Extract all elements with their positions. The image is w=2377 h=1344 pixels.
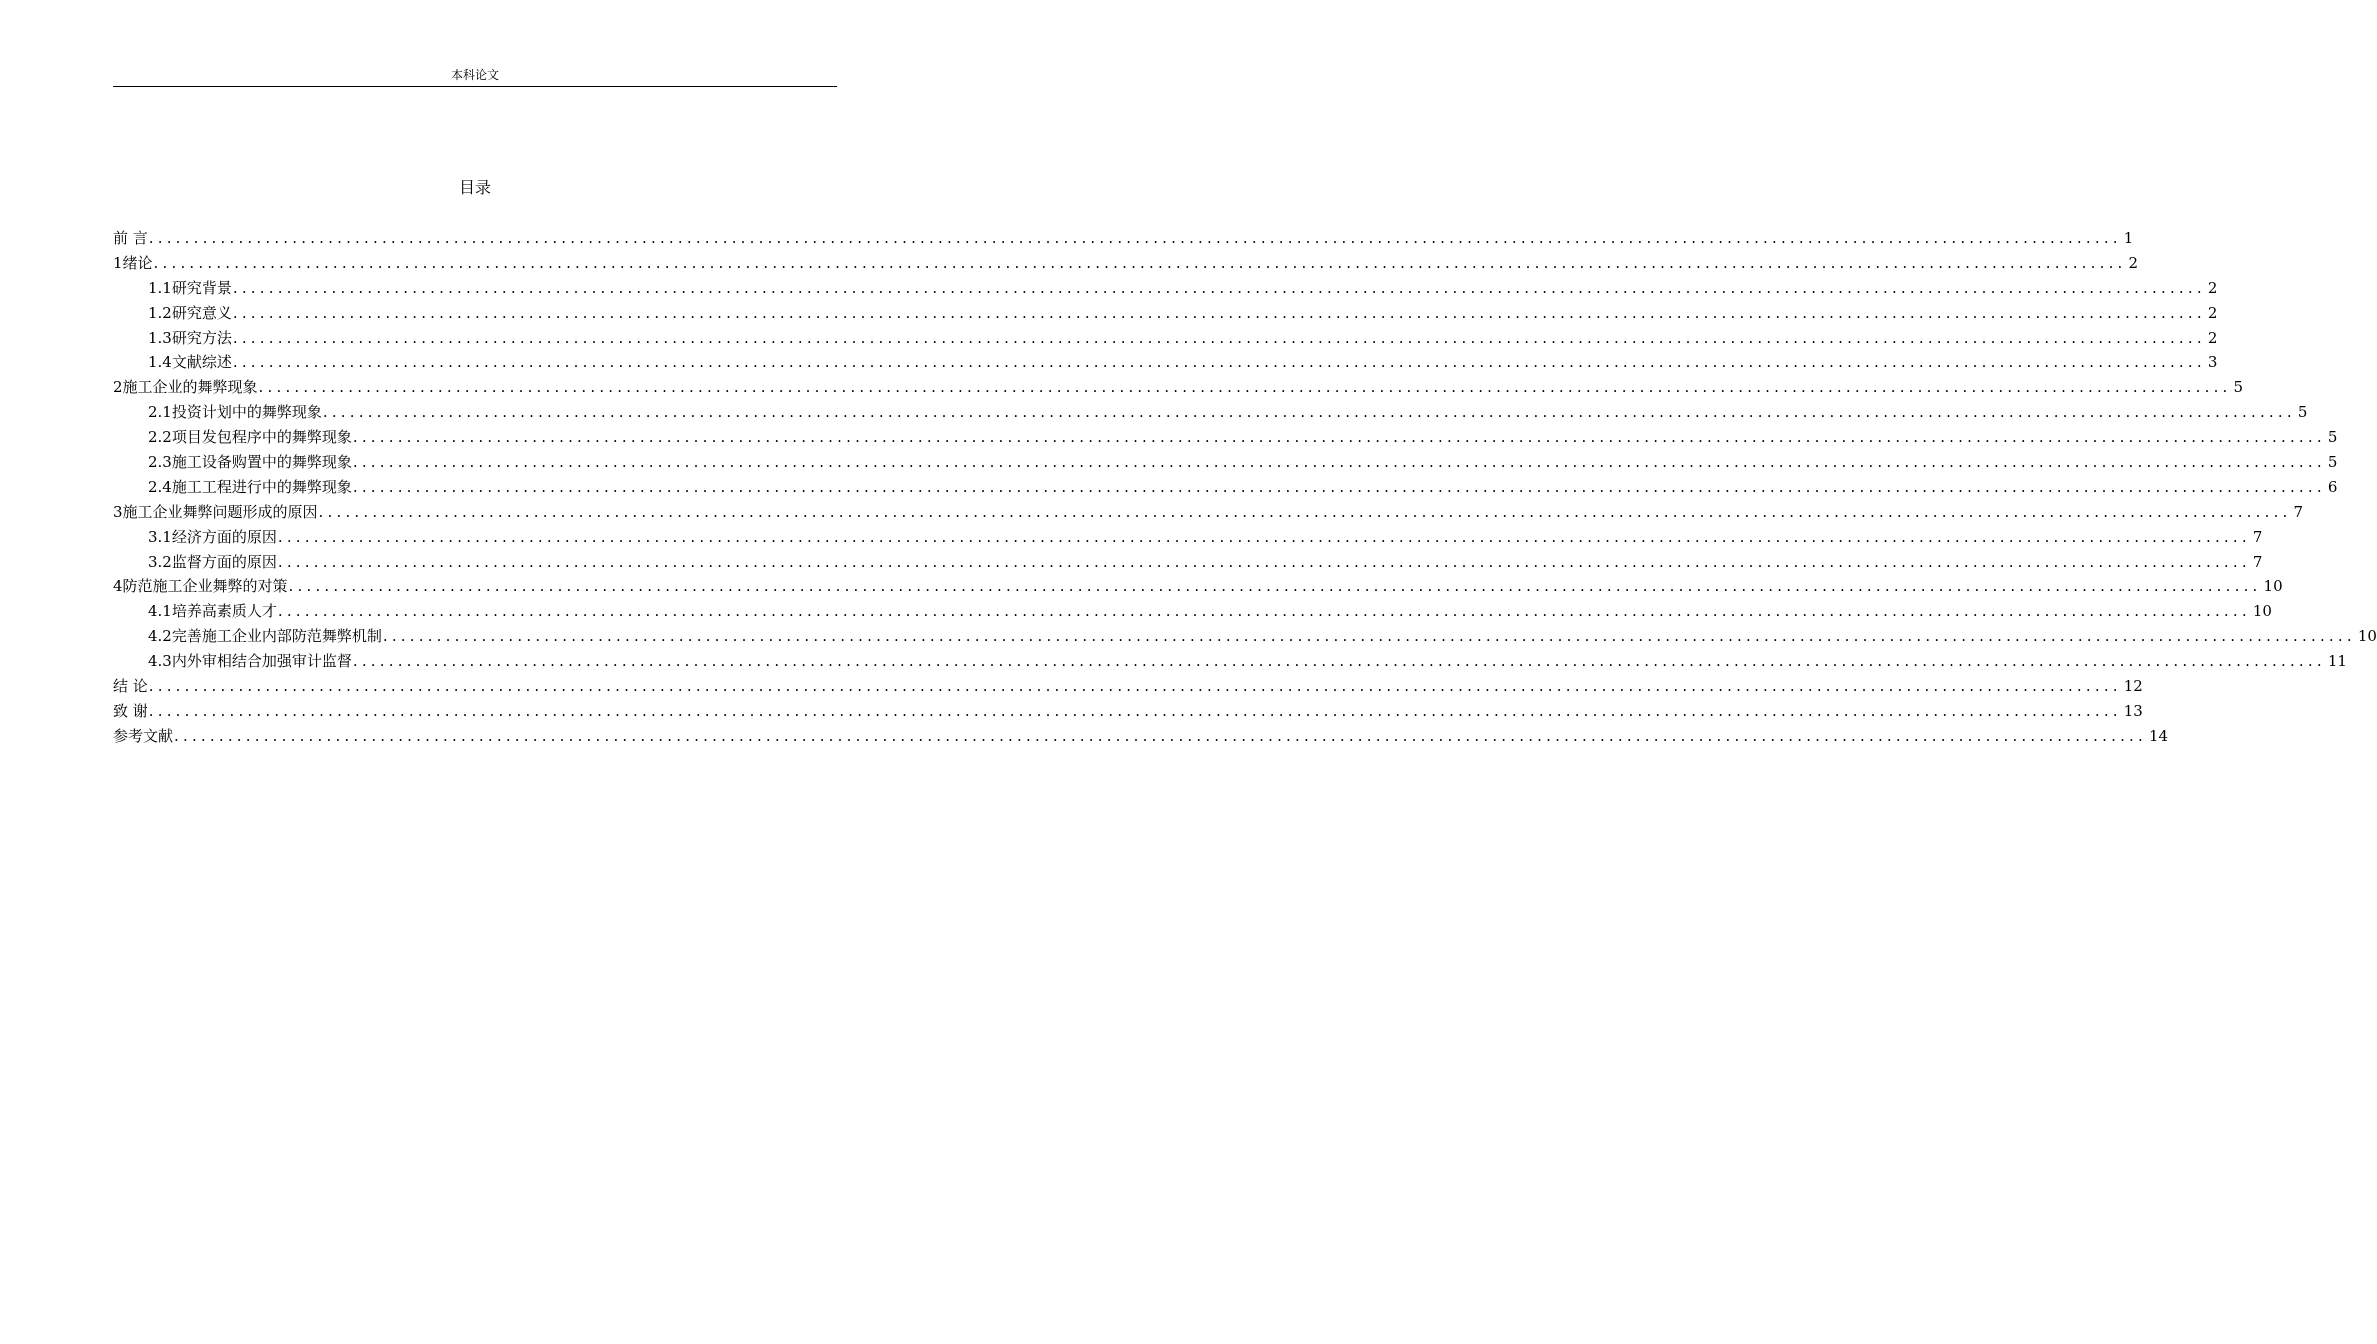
toc-entry-label: 4.3内外审相结合加强审计监督 [148,652,352,671]
toc-dot-leader: ............................................................................................................................................................................................................................ [352,428,2326,447]
toc-entry[interactable] [113,326,2218,351]
toc-dot-leader: ............................................................................................................................................................................................................................ [277,602,2251,621]
toc-entry[interactable] [113,599,2272,624]
toc-dot-leader: ............................................................................................................................................................................................................................ [288,577,2262,596]
toc-entry-page-number: 1 [2123,229,2134,247]
toc-dot-leader: ............................................................................................................................................................................................................................ [232,278,2206,297]
toc-entry-label: 2.1投资计划中的舞弊现象 [148,403,322,422]
toc-dot-leader: ............................................................................................................................................................................................................................ [382,627,2356,646]
toc-dot-leader: ............................................................................................................................................................................................................................ [153,253,2127,272]
toc-entry-label: 前 言 [113,229,148,247]
running-title: 本科论文 [450,68,499,82]
toc-entry[interactable] [113,425,2338,450]
toc-dot-leader: ............................................................................................................................................................................................................................ [258,378,2232,397]
toc-entry-page-number: 14 [2149,726,2169,745]
toc-entry-page-number: 2 [2207,303,2218,322]
toc-entry-label: 结 论 [113,677,148,696]
toc-entry[interactable] [113,550,2263,575]
toc-entry-label: 1绪论 [113,253,153,272]
toc-dot-leader: ............................................................................................................................................................................................................................ [148,701,2122,720]
toc-entry[interactable] [113,400,2308,425]
toc-entry[interactable] [113,350,2218,375]
toc-entry-label: 2.3施工设备购置中的舞弊现象 [148,453,352,472]
toc-entry[interactable] [113,649,2347,674]
toc-entry-page-number: 5 [2327,453,2338,472]
toc-dot-leader: ............................................................................................................................................................................................................................ [318,502,2292,521]
toc-entry[interactable] [113,475,2338,500]
toc-dot-leader: ............................................................................................................................................................................................................................ [277,552,2251,571]
toc-entry-label: 致 谢 [113,701,148,720]
toc-entry[interactable] [113,500,2304,525]
toc-entry-page-number: 7 [2293,502,2304,521]
toc-entry[interactable] [113,525,2263,550]
toc-entry[interactable] [113,301,2218,326]
toc-dot-leader: ............................................................................................................................................................................................................................ [352,652,2326,671]
toc-entry-label: 4.1培养高素质人才 [148,602,277,621]
toc-entry-label: 3.2监督方面的原因 [148,552,277,571]
toc-dot-leader: ............................................................................................................................................................................................................................ [232,303,2206,322]
toc-entry[interactable] [113,375,2244,400]
toc-entry-label: 2.4施工工程进行中的舞弊现象 [148,477,352,496]
toc-dot-leader: ............................................................................................................................................................................................................................ [148,229,2122,247]
toc-entry-label: 1.4文献综述 [148,353,232,372]
toc-dot-leader: ............................................................................................................................................................................................................................ [322,403,2296,422]
toc-entry-label: 4.2完善施工企业内部防范舞弊机制 [148,627,382,646]
toc-title: 目录 [458,178,491,197]
toc-dot-leader: ............................................................................................................................................................................................................................ [352,453,2326,472]
toc-dot-leader: ............................................................................................................................................................................................................................ [148,677,2122,696]
toc-entry[interactable] [113,251,2139,276]
toc-entry[interactable] [113,226,2134,251]
toc-dot-leader: ............................................................................................................................................................................................................................ [277,527,2251,546]
toc-entry-label: 2.2项目发包程序中的舞弊现象 [148,428,352,447]
toc-entry-label: 1.1研究背景 [148,278,232,297]
toc-entry[interactable] [113,724,2169,749]
toc-entry-page-number: 10 [2252,602,2272,621]
toc-entry-label: 2施工企业的舞弊现象 [113,378,258,397]
toc-entry[interactable] [113,674,2143,699]
toc-entry-label: 参考文献 [113,726,174,745]
toc-entry-page-number: 5 [2327,428,2338,447]
toc-entry-page-number: 5 [2233,378,2244,397]
toc-dot-leader: ............................................................................................................................................................................................................................ [232,353,2206,372]
page-header [113,64,837,87]
toc-entry-page-number: 7 [2252,527,2263,546]
toc-entry-label: 1.3研究方法 [148,328,232,347]
toc-entry-page-number: 2 [2128,253,2139,272]
toc-entry-page-number: 11 [2327,652,2347,671]
table-of-contents [113,226,2377,749]
toc-dot-leader: ............................................................................................................................................................................................................................ [232,328,2206,347]
toc-entry[interactable] [113,574,2283,599]
toc-entry-page-number: 6 [2327,477,2338,496]
toc-entry-page-number: 2 [2207,328,2218,347]
toc-entry-label: 3.1经济方面的原因 [148,527,277,546]
toc-entry-page-number: 3 [2207,353,2218,372]
toc-entry[interactable] [113,450,2338,475]
toc-dot-leader: ............................................................................................................................................................................................................................ [174,726,2147,745]
toc-entry-page-number: 2 [2207,278,2218,297]
toc-entry-page-number: 5 [2297,403,2308,422]
toc-dot-leader: ............................................................................................................................................................................................................................ [352,477,2326,496]
toc-entry-label: 4防范施工企业舞弊的对策 [113,577,288,596]
toc-entry[interactable] [113,276,2218,301]
toc-entry-page-number: 7 [2252,552,2263,571]
toc-entry[interactable] [113,699,2143,724]
toc-entry-label: 1.2研究意义 [148,303,232,322]
toc-entry-page-number: 12 [2123,677,2143,696]
toc-entry-page-number: 13 [2123,701,2143,720]
toc-entry-label: 3施工企业舞弊问题形成的原因 [113,502,318,521]
toc-entry-page-number: 10 [2357,627,2377,646]
toc-entry[interactable] [113,624,2377,649]
toc-entry-page-number: 10 [2263,577,2283,596]
